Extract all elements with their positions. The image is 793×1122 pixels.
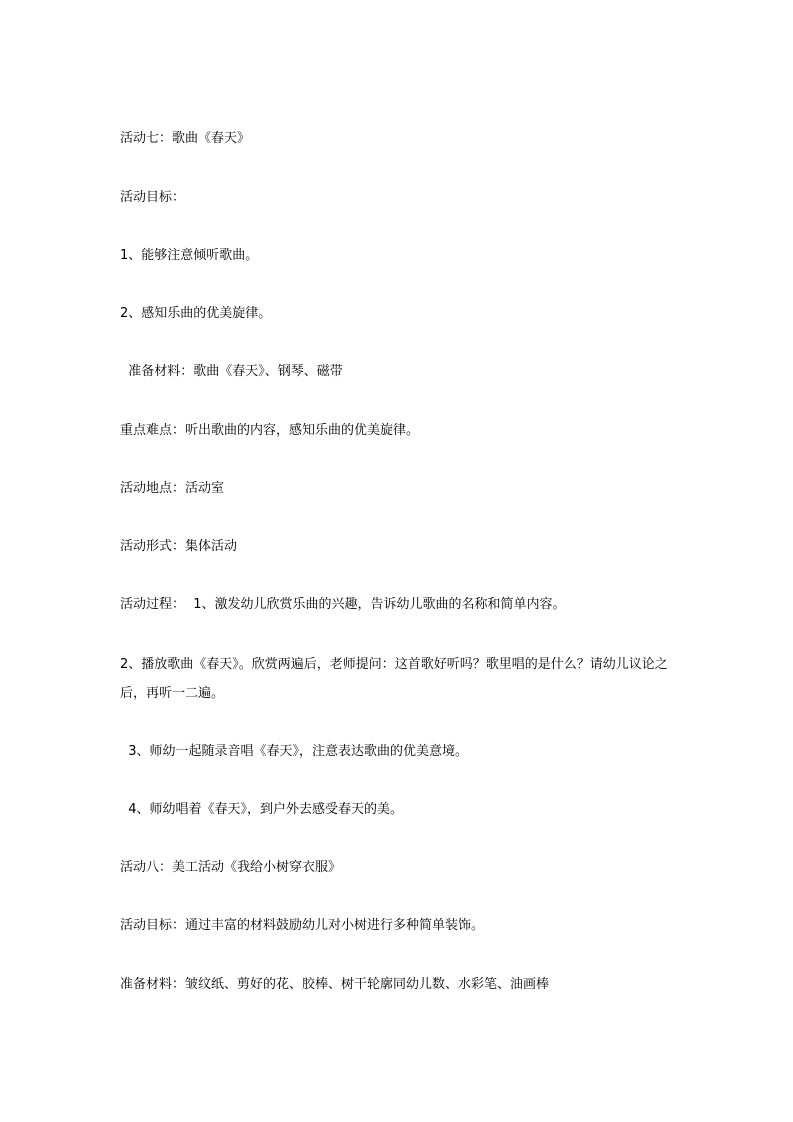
activity-goal-heading: 活动目标：	[120, 190, 186, 205]
key-difficult-points: 重点难点：听出歌曲的内容，感知乐曲的优美旋律。	[120, 423, 420, 438]
activity-process-step-1: 活动过程： 1、激发幼儿欣赏乐曲的兴趣，告诉幼儿歌曲的名称和简单内容。	[120, 597, 566, 612]
activity-location: 活动地点：活动室	[120, 481, 225, 496]
activity-eight-title: 活动八：美工活动《我给小树穿衣服》	[120, 860, 342, 875]
activity-form: 活动形式：集体活动	[120, 539, 238, 554]
activity-seven-title: 活动七：歌曲《春天》	[120, 131, 251, 146]
activity-process-step-3: 3、师幼一起随录音唱《春天》，注意表达歌曲的优美意境。	[120, 744, 469, 759]
activity-process-step-4: 4、师幼唱着《春天》，到户外去感受春天的美。	[120, 802, 404, 817]
activity-eight-materials: 准备材料：皱纹纸、剪好的花、胶棒、树干轮廓同幼儿数、水彩笔、油画棒	[120, 977, 550, 992]
goal-item-1: 1、能够注意倾听歌曲。	[120, 248, 259, 263]
preparation-materials: 准备材料：歌曲《春天》、钢琴、磁带	[120, 364, 343, 379]
goal-item-2: 2、感知乐曲的优美旋律。	[120, 306, 272, 321]
activity-eight-goal: 活动目标：通过丰富的材料鼓励幼儿对小树进行多种简单装饰。	[120, 918, 485, 933]
activity-process-step-2: 2、播放歌曲《春天》。欣赏两遍后，老师提问：这首歌好听吗？歌里唱的是什么？请幼儿议论之后，再听一二遍。	[120, 657, 668, 701]
